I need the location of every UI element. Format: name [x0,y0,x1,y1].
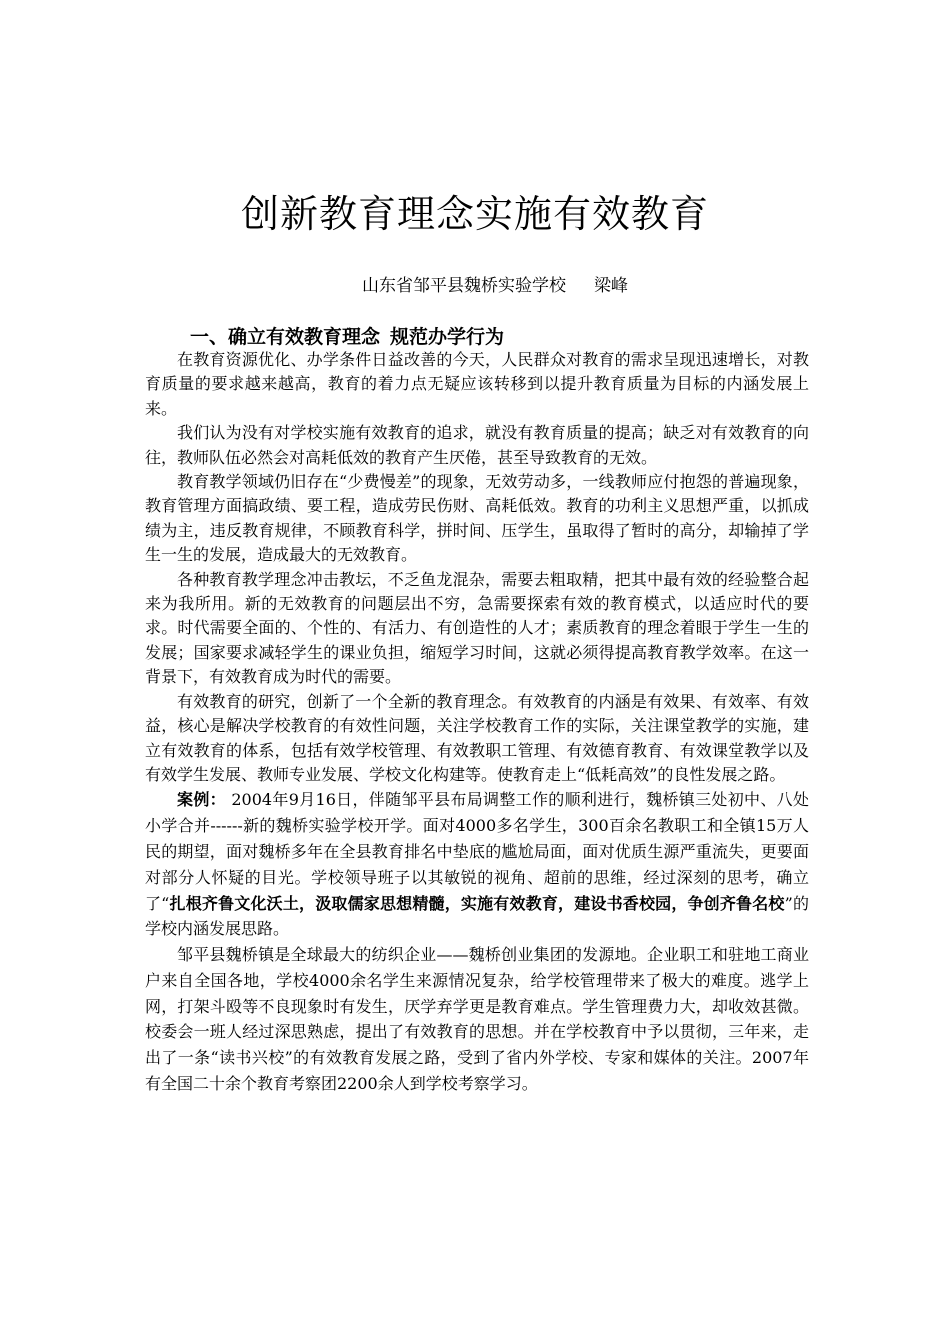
paragraph: 有效教育的研究，创新了一个全新的教育理念。有效教育的内涵是有效果、有效率、有效益，核心是解决学校教育的有效性问题，关注学校教育工作的实际，关注课堂教学的实施，建立有效教育的体系，包括有效学校管理、有效教职工管理、有效德育教育、有效课堂教学以及有效学生发展、教师专业发展、学校文化构建等。使教育走上“低耗高效”的良性发展之路。 [145,691,809,784]
paragraph: 各种教育教学理念冲击教坛，不乏鱼龙混杂，需要去粗取精，把其中最有效的经验整合起来为我所用。新的无效教育的问题层出不穷，急需要探索有效的教育模式，以适应时代的要求。时代需要全面的、个性的、有活力、有创造性的人才；素质教育的理念着眼于学生一生的发展；国家要求减轻学生的课业负担，缩短学习时间，这就必须得提高教育教学效率。在这一背景下，有效教育成为时代的需要。 [145,569,809,687]
case-bold-text: 扎根齐鲁文化沃土，汲取儒家思想精髓，实施有效教育，建设书香校园，争创齐鲁名校 [169,893,785,913]
author-byline [0,274,950,298]
paragraph: 教育教学领域仍旧存在“少费慢差”的现象，无效劳动多，一线教师应付抱怨的普遍现象，教育管理方面搞政绩、要工程，造成劳民伤财、高耗低效。教育的功利主义思想严重，以抓成绩为主，违反教育规律，不顾教育科学，拼时间、压学生，虽取得了暂时的高分，却输掉了学生一生的发展，造成最大的无效教育。 [145,472,809,565]
section-heading-num: 一、确立有效教育理念 [190,326,381,348]
document-title: 创新教育理念实施有效教育 [240,192,709,236]
author-name: 梁峰 [594,276,628,296]
final-paragraph: 邹平县魏桥镇是全球最大的纺织企业——魏桥创业集团的发源地。企业职工和驻地工商业户来自全国各地，学校4000余名学生来源情况复杂，给学校管理带来了极大的难度。逃学上网，打架斗殴等不良现象时有发生，厌学弃学更是教育难点。学生管理费力大，却收效甚微。校委会一班人经过深思熟虑，提出了有效教育的思想。并在学校教育中予以贯彻，三年来，走出了一条“读书兴校”的有效教育发展之路，受到了省内外学校、专家和媒体的关注。2007年有全国二十余个教育考察团2200余人到学校考察学习。 [145,945,809,1094]
paragraph: 在教育资源优化、办学条件日益改善的今天，人民群众对教育的需求呈现迅速增长，对教育质量的要求越来越高，教育的着力点无疑应该转移到以提升教育质量为目标的内涵发展上来。 [145,350,809,418]
paragraph: 我们认为没有对学校实施有效教育的追求，就没有教育质量的提高；缺乏对有效教育的向往，教师队伍必然会对高耗低效的教育产生厌倦，甚至导致教育的无效。 [145,423,809,467]
document-body [145,348,809,1097]
case-paragraph [145,787,809,942]
case-text-after: ”的学校内涵发展思路。 [145,893,809,939]
case-text-before: 2004年9月16日，伴随邹平县布局调整工作的顺利进行，魏桥镇三处初中、八处小学合并------新的魏桥实验学校开学。面对4000多名学生，300百余名教职工和全镇15万人民的期望，面对魏桥多年在全县教育排名中垫底的尴尬局面，面对优质生源严重流失，更要面对部分人怀疑的目光。学校领导班子以其敏锐的视角、超前的思维，经过深刻的思考，确立了“ [145,790,809,913]
case-label: 案例： [177,790,226,810]
section-heading-rest: 规范办学行为 [390,326,505,348]
author-school: 山东省邹平县魏桥实验学校 [362,276,566,296]
